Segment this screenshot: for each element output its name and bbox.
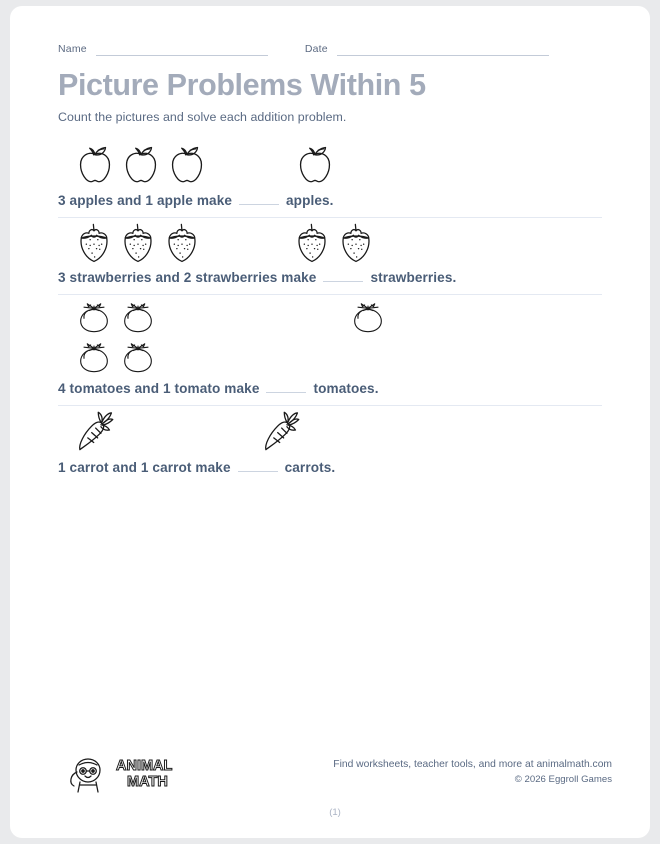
tomato-icon-cell [346,295,390,335]
sentence-prefix: 4 tomatoes and 1 tomato make [58,381,260,397]
problem-sentence [58,270,602,285]
page-title: Picture Problems Within 5 [58,68,426,102]
picture-area [58,406,602,454]
answer-blank[interactable] [238,460,278,472]
date-input[interactable] [337,42,549,56]
apple-icon-cell [118,141,164,187]
worksheet-content [58,36,602,484]
page-subtitle: Count the pictures and solve each addition problem. [58,110,347,125]
sentence-suffix: tomatoes. [313,381,379,397]
footer-promo: Find worksheets, teacher tools, and more at animalmath.com [333,759,612,770]
animal-mascot-icon [66,752,110,796]
tomato-icon [346,295,390,335]
answer-blank[interactable] [239,193,279,205]
problem-list [58,141,602,484]
worksheet-page [10,6,650,838]
page-number: (1) [329,807,341,818]
strawberry-icon [334,218,378,264]
carrot-icon [258,406,304,454]
strawberry-icon-cell [72,218,116,264]
picture-group-b [290,218,378,264]
sentence-prefix: 1 carrot and 1 carrot make [58,460,231,476]
carrot-icon-cell [258,406,304,454]
footer-copyright: © 2026 Eggroll Games [514,773,612,785]
tomato-icon-cell [116,295,160,335]
strawberry-icon [116,218,160,264]
picture-group-a [72,295,196,375]
sentence-prefix: 3 apples and 1 apple make [58,193,233,209]
apple-icon [164,141,210,187]
tomato-icon-cell [72,295,116,335]
strawberry-icon-cell [116,218,160,264]
strawberry-icon-cell [290,218,334,264]
animal-math-wordmark-icon [114,754,192,794]
name-input[interactable] [96,42,268,56]
name-date-row [58,36,602,56]
apple-icon-cell [72,141,118,187]
page-footer [58,750,612,818]
sentence-suffix: strawberries. [370,270,457,286]
footer-text-block [333,758,612,787]
picture-group-b [258,406,304,454]
problem-row [58,218,602,294]
sentence-suffix: carrots. [284,460,336,476]
picture-group-a [72,406,118,454]
tomato-icon [72,295,116,335]
picture-group-a [72,218,204,264]
logo-text-line1: ANIMAL [116,758,173,774]
problem-sentence [58,381,602,396]
tomato-icon [116,335,160,375]
tomato-icon [72,335,116,375]
sentence-prefix: 3 strawberries and 2 strawberries make [58,270,317,286]
picture-area [58,295,602,375]
picture-group-b [292,141,338,187]
strawberry-icon [72,218,116,264]
problem-sentence [58,460,602,475]
apple-icon-cell [292,141,338,187]
animal-math-logo [66,752,192,796]
apple-icon [292,141,338,187]
date-label: Date [304,43,328,55]
picture-area [58,218,602,264]
answer-blank[interactable] [323,270,363,282]
apple-icon-cell [164,141,210,187]
picture-group-a [72,141,210,187]
tomato-icon [116,295,160,335]
strawberry-icon [290,218,334,264]
problem-row [58,406,602,484]
carrot-icon-cell [72,406,118,454]
strawberry-icon-cell [334,218,378,264]
apple-icon [118,141,164,187]
problem-sentence [58,193,602,208]
strawberry-icon-cell [160,218,204,264]
strawberry-icon [160,218,204,264]
tomato-icon-cell [72,335,116,375]
logo-text-line2: MATH [127,774,168,790]
sentence-suffix: apples. [286,193,334,209]
picture-area [58,141,602,187]
apple-icon [72,141,118,187]
problem-row [58,141,602,217]
problem-row [58,295,602,405]
name-label: Name [58,43,87,55]
picture-group-b [346,295,390,335]
answer-blank[interactable] [266,381,306,393]
tomato-icon-cell [116,335,160,375]
carrot-icon [72,406,118,454]
date-group [305,42,549,56]
